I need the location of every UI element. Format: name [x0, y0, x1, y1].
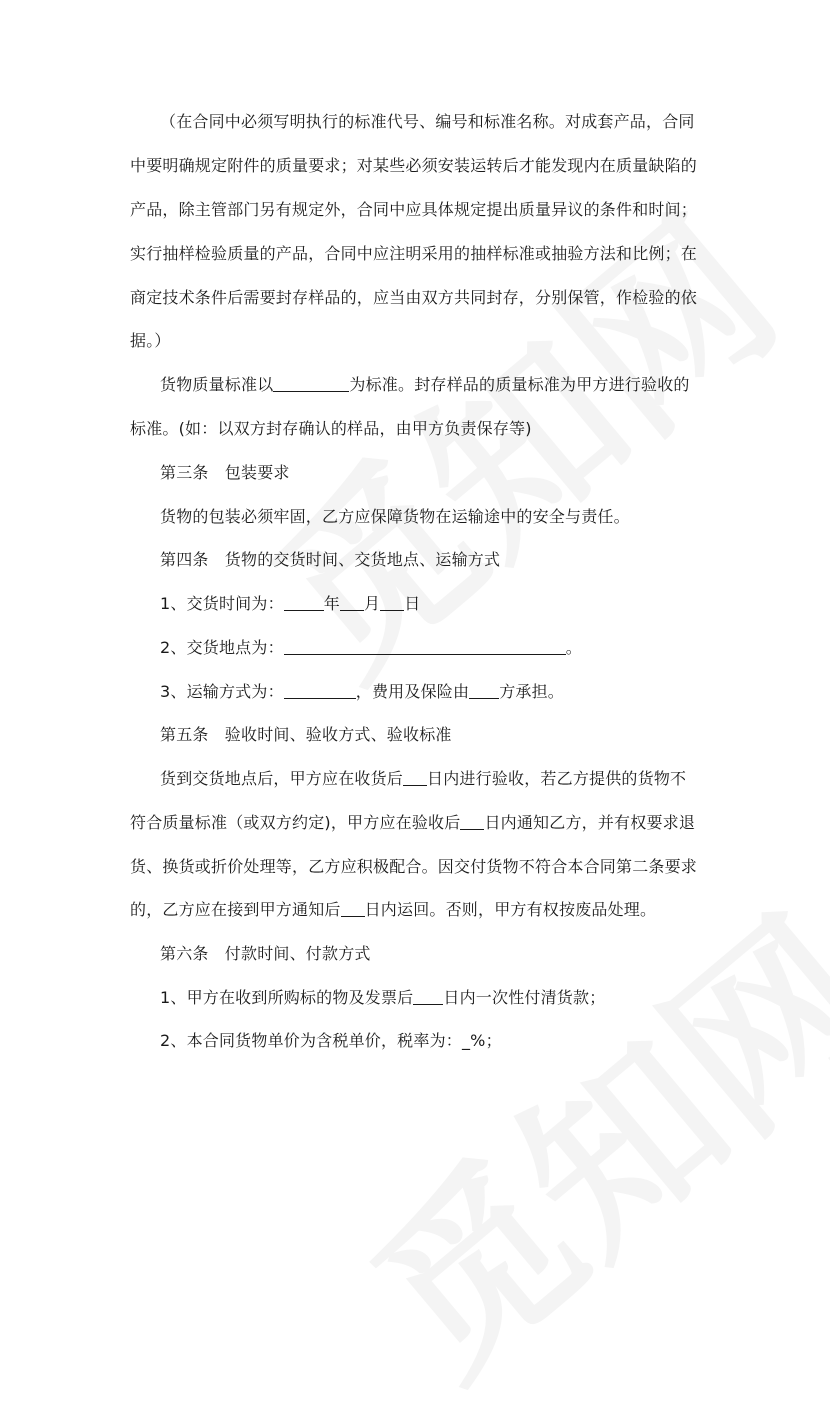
payment-line-2: 2、本合同货物单价为含税单价，税率为：_%； — [160, 1031, 502, 1050]
note-line-2: 中要明确规定附件的质量要求；对某些必须安装运转后才能发现内在质量缺陷的 — [130, 156, 698, 175]
delivery-year-blank[interactable] — [284, 594, 324, 611]
transport-method-line: 3、运输方式为： ，费用及保险由 方承担。 — [160, 682, 564, 701]
article-4-title: 第四条 货物的交货时间、交货地点、运输方式 — [160, 550, 501, 569]
payment-days-blank[interactable] — [413, 988, 443, 1005]
insurance-party-blank[interactable] — [469, 682, 499, 699]
delivery-day-blank[interactable] — [380, 594, 404, 611]
note-line-6: 据。） — [130, 331, 171, 350]
article-5-line-3: 货、换货或折价处理等，乙方应积极配合。因交付货物不符合本合同第二条要求 — [130, 857, 698, 876]
transport-method-blank[interactable] — [284, 682, 356, 699]
article-6-title: 第六条 付款时间、付款方式 — [160, 944, 371, 963]
payment-line-1: 1、甲方在收到所购标的物及发票后 日内一次性付清货款； — [160, 988, 606, 1007]
quality-standard-line: 货物质量标准以 为标准。封存样品的质量标准为甲方进行验收的 — [160, 375, 690, 394]
article-5-line-2: 符合质量标准（或双方约定)，甲方应在验收后 日内通知乙方，并有权要求退 — [130, 813, 696, 832]
note-line-3: 产品，除主管部门另有规定外，合同中应具体规定提出质量异议的条件和时间； — [130, 200, 698, 219]
note-line-1: （在合同中必须写明执行的标准代号、编号和标准名称。对成套产品，合同 — [160, 112, 695, 131]
return-days-blank[interactable] — [341, 900, 365, 917]
article-3-title: 第三条 包装要求 — [160, 463, 290, 482]
inspection-days-blank[interactable] — [403, 769, 427, 786]
article-5-line-4: 的，乙方应在接到甲方通知后 日内运回。否则，甲方有权按废品处理。 — [130, 900, 657, 919]
delivery-place-line: 2、交货地点为： 。 — [160, 638, 582, 657]
quality-example-line: 标准。(如：以双方封存确认的样品，由甲方负责保存等) — [130, 419, 532, 438]
article-3-body: 货物的包装必须牢固，乙方应保障货物在运输途中的安全与责任。 — [160, 507, 630, 526]
delivery-place-blank[interactable] — [284, 638, 566, 655]
quality-standard-blank[interactable] — [273, 375, 349, 392]
notify-days-blank[interactable] — [460, 813, 484, 830]
note-line-5: 商定技术条件后需要封存样品的，应当由双方共同封存，分别保管，作检验的依 — [130, 288, 698, 307]
delivery-time-line: 1、交货时间为： 年 月 日 — [160, 594, 421, 613]
watermark-lower — [309, 849, 830, 1424]
article-5-line-1: 货到交货地点后，甲方应在收货后 日内进行验收，若乙方提供的货物不 — [160, 769, 687, 788]
note-line-4: 实行抽样检验质量的产品，合同中应注明采用的抽样标准或抽验方法和比例；在 — [130, 244, 698, 263]
delivery-month-blank[interactable] — [340, 594, 364, 611]
article-5-title: 第五条 验收时间、验收方式、验收标准 — [160, 725, 452, 744]
